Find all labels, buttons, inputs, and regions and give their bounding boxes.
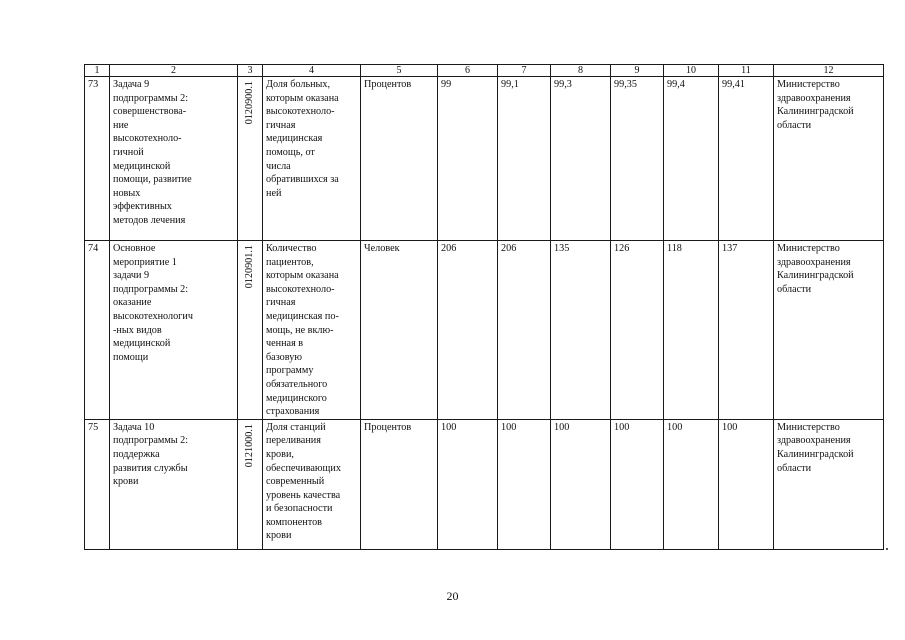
- header-cell: 5: [361, 65, 438, 77]
- header-cell: 10: [664, 65, 719, 77]
- table-row: [85, 77, 884, 241]
- value-col-7: 99,1: [498, 77, 551, 241]
- value-col-9: 100: [611, 419, 664, 549]
- header-cell: 9: [611, 65, 664, 77]
- value-col-11: 99,41: [719, 77, 774, 241]
- table-row: [85, 241, 884, 420]
- header-cell: 3: [238, 65, 263, 77]
- value-col-7: 100: [498, 419, 551, 549]
- value-col-11: 100: [719, 419, 774, 549]
- value-col-8: 135: [551, 241, 611, 420]
- value-col-6: 206: [438, 241, 498, 420]
- header-cell: 8: [551, 65, 611, 77]
- header-cell: 6: [438, 65, 498, 77]
- value-col-6: 100: [438, 419, 498, 549]
- unit: Процентов: [361, 77, 438, 241]
- value-col-11: 137: [719, 241, 774, 420]
- header-cell: 12: [774, 65, 884, 77]
- task-name: Задача 9 подпрограммы 2: совершенствова- ние высокотехноло- гичной медицинской помощи, развитие новых эффективных методов лечения: [110, 77, 238, 241]
- indicators-table: [84, 64, 884, 550]
- indicator-name: Доля станций переливания крови, обеспечивающих современный уровень качества и безопасности компонентов крови: [263, 419, 361, 549]
- value-col-9: 99,35: [611, 77, 664, 241]
- indicator-name: Доля больных, которым оказана высокотехноло- гичная медицинская помощь, от числа обратившихся за ней: [263, 77, 361, 241]
- executor: Министерство здравоохранения Калининградской области: [774, 241, 884, 420]
- indicator-name: Количество пациентов, которым оказана высокотехноло- гичная медицинская по- мощь, не вклю- ченная в базовую программу обязательного медицинского страхования: [263, 241, 361, 420]
- value-col-10: 118: [664, 241, 719, 420]
- table-row: [85, 419, 884, 549]
- program-code: 0120900.1: [238, 77, 263, 241]
- row-number: 74: [85, 241, 110, 420]
- value-col-10: 99,4: [664, 77, 719, 241]
- scan-speck: [886, 548, 888, 550]
- executor: Министерство здравоохранения Калининградской области: [774, 77, 884, 241]
- executor: Министерство здравоохранения Калининградской области: [774, 419, 884, 549]
- header-cell: 2: [110, 65, 238, 77]
- value-col-9: 126: [611, 241, 664, 420]
- row-number: 73: [85, 77, 110, 241]
- header-cell: 1: [85, 65, 110, 77]
- task-name: Основное мероприятие 1 задачи 9 подпрограммы 2: оказание высокотехнологич -ных видов медицинской помощи: [110, 241, 238, 420]
- header-cell: 7: [498, 65, 551, 77]
- task-name: Задача 10 подпрограммы 2: поддержка развития службы крови: [110, 419, 238, 549]
- unit: Процентов: [361, 419, 438, 549]
- value-col-8: 100: [551, 419, 611, 549]
- program-code: 0121000.1: [238, 419, 263, 549]
- header-row: [85, 65, 884, 77]
- unit: Человек: [361, 241, 438, 420]
- page-number: 20: [446, 589, 459, 603]
- value-col-8: 99,3: [551, 77, 611, 241]
- value-col-7: 206: [498, 241, 551, 420]
- value-col-10: 100: [664, 419, 719, 549]
- header-cell: 11: [719, 65, 774, 77]
- program-code: 0120901.1: [238, 241, 263, 420]
- value-col-6: 99: [438, 77, 498, 241]
- header-cell: 4: [263, 65, 361, 77]
- row-number: 75: [85, 419, 110, 549]
